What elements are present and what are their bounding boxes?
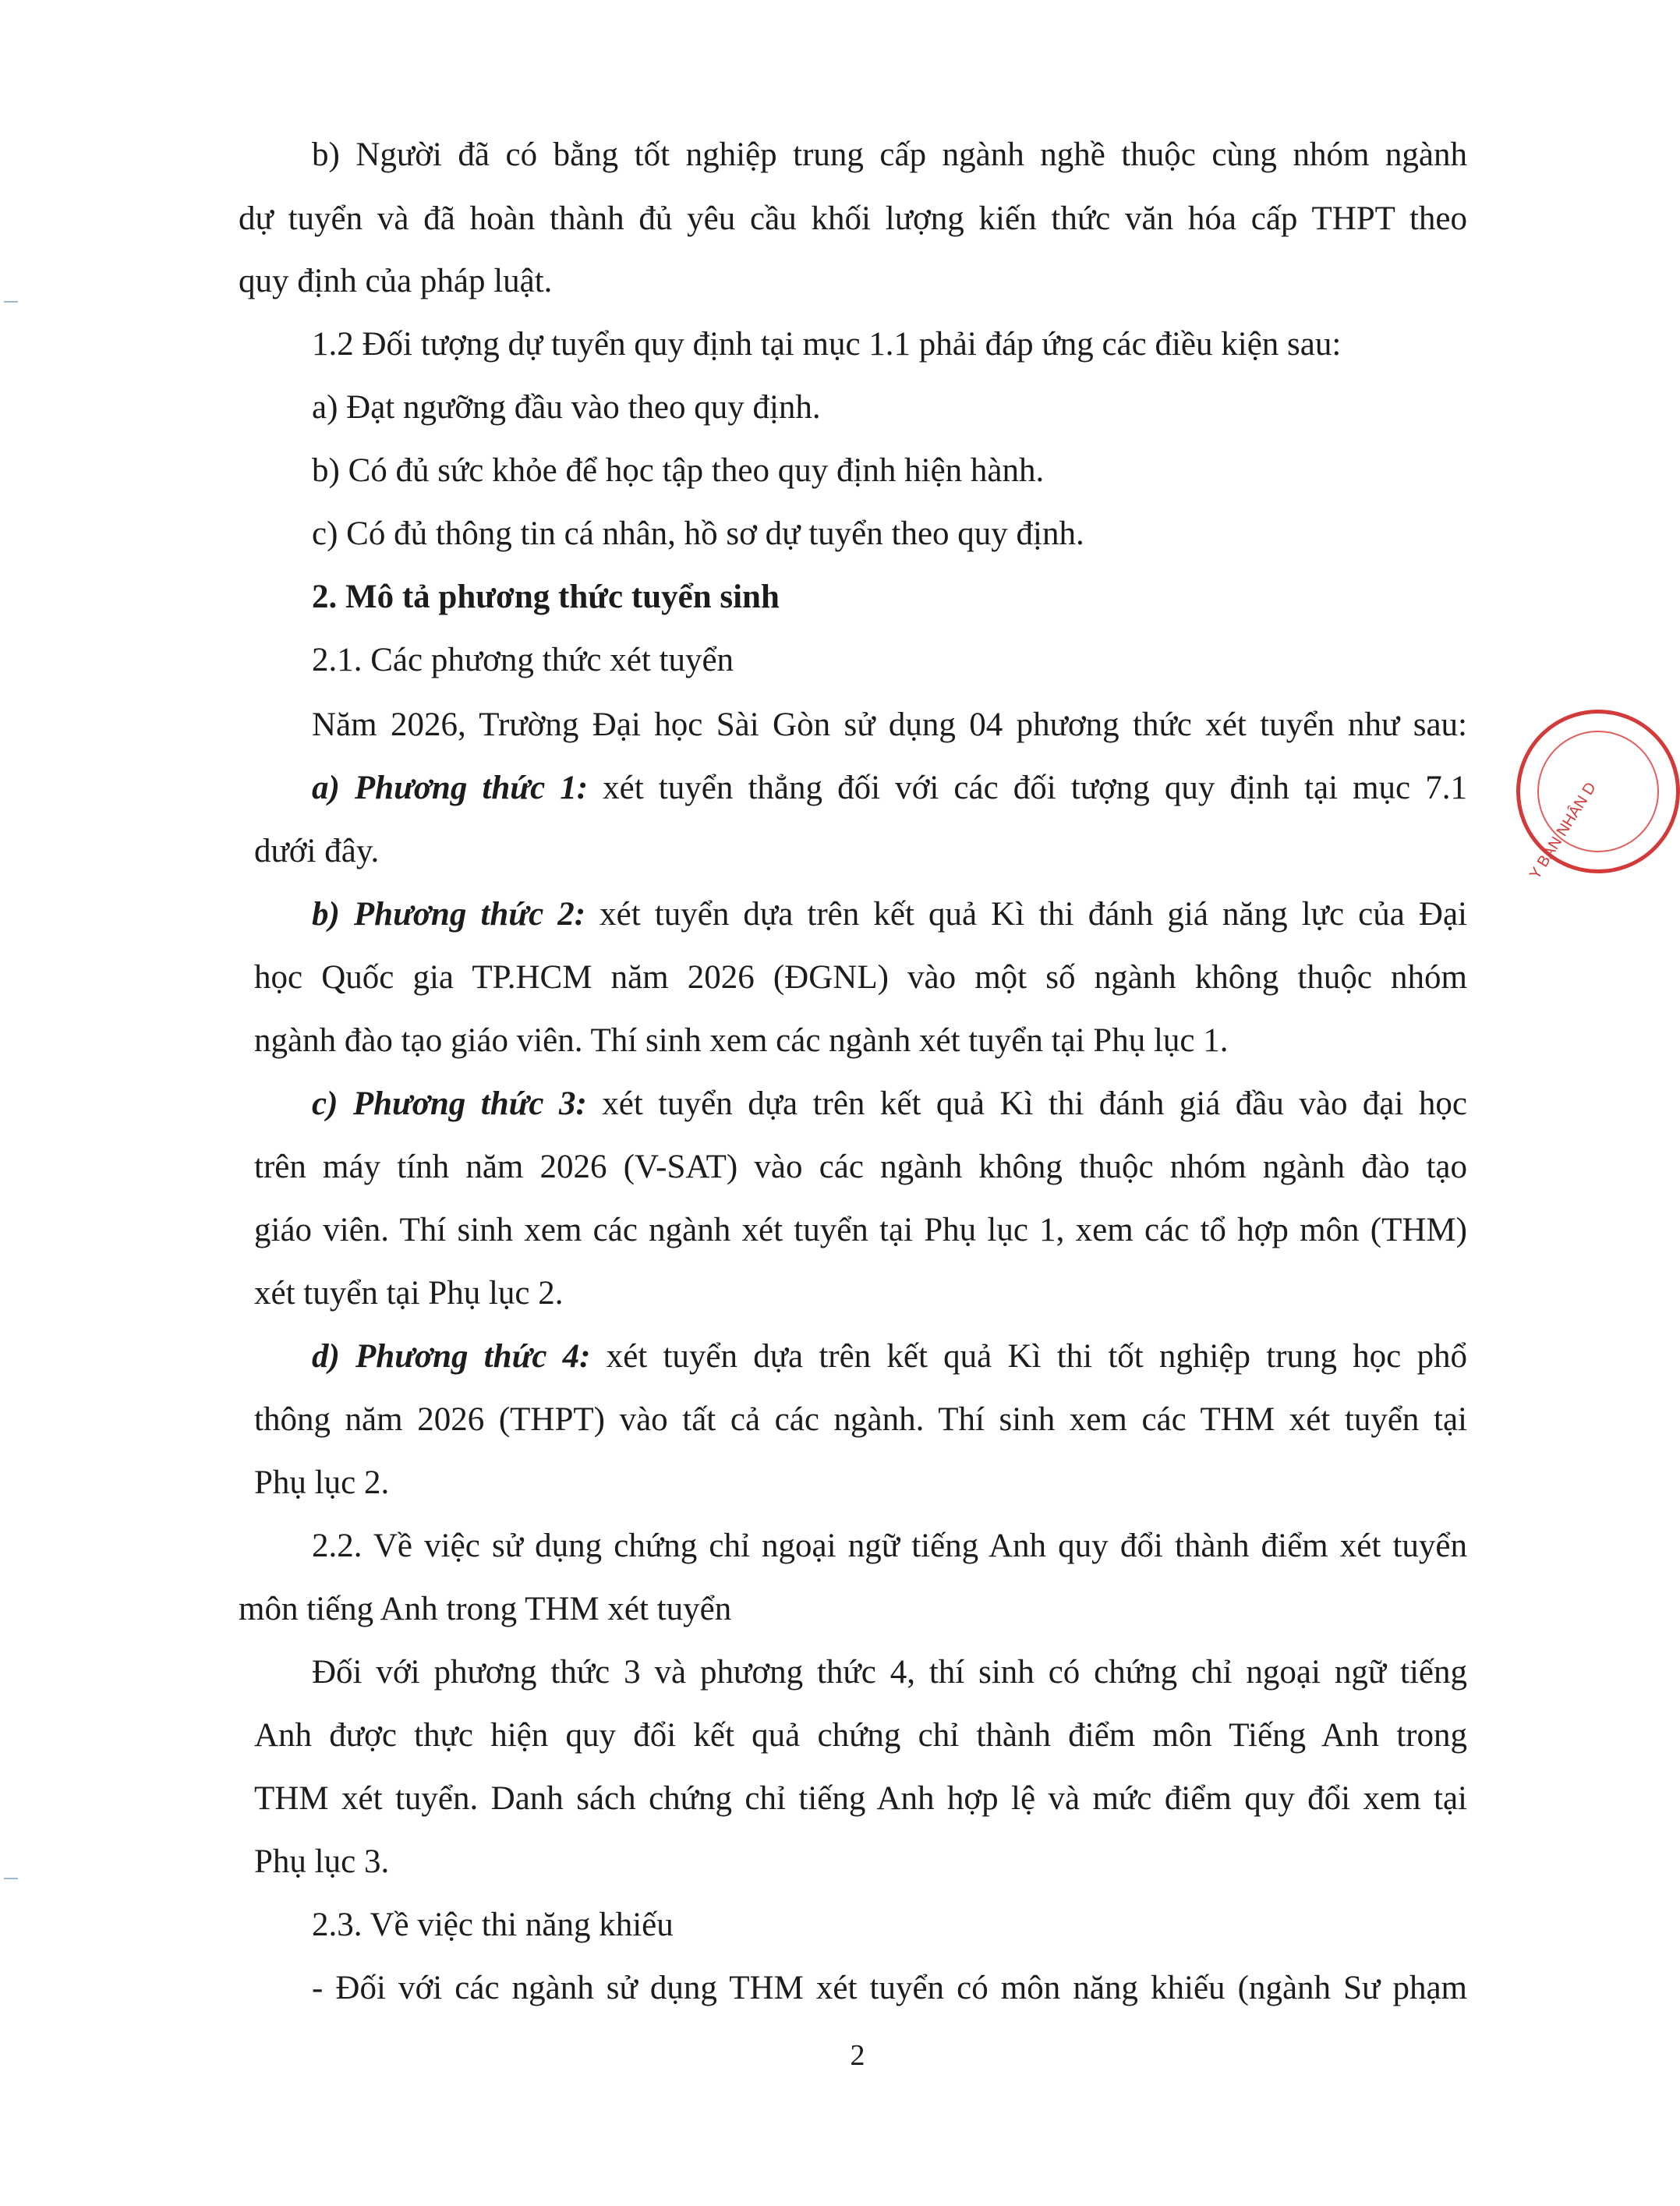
- paragraph-line: [312, 324, 1341, 366]
- method-3-line: [312, 1083, 1467, 1125]
- paragraph-line: [312, 387, 821, 429]
- margin-mark: [4, 301, 18, 303]
- line-text: xét tuyển thẳng đối với các đối tượng quy định tại mục 7.1: [588, 770, 1467, 806]
- paragraph-line: [239, 198, 1467, 240]
- line-text: c) Có đủ thông tin cá nhân, hồ sơ dự tuyển theo quy định.: [312, 515, 1084, 552]
- line-text: b) Có đủ sức khỏe để học tập theo quy định hiện hành.: [312, 452, 1045, 489]
- line-text: Đối với phương thức 3 và phương thức 4, thí sinh có chứng chỉ ngoại ngữ tiếng: [312, 1654, 1467, 1691]
- line-text: trên máy tính năm 2026 (V-SAT) vào các ngành không thuộc nhóm ngành đào tạo: [254, 1149, 1467, 1185]
- line-text: - Đối với các ngành sử dụng THM xét tuyển có môn năng khiếu (ngành Sư phạm: [312, 1970, 1467, 2006]
- line-text: xét tuyển dựa trên kết quả Kì thi đánh giá năng lực của Đại: [585, 896, 1467, 933]
- line-text: xét tuyển dựa trên kết quả Kì thi tốt nghiệp trung học phổ: [590, 1338, 1467, 1375]
- paragraph-line: [254, 1273, 564, 1315]
- paragraph-line: [254, 957, 1467, 999]
- line-text: Phụ lục 3.: [254, 1843, 390, 1880]
- page-number: 2: [850, 2039, 865, 2072]
- line-text: 2.1. Các phương thức xét tuyển: [312, 642, 734, 678]
- method-label: c) Phương thức 3:: [312, 1085, 587, 1122]
- paragraph-line: [254, 1209, 1467, 1252]
- line-text: 1.2 Đối tượng dự tuyển quy định tại mục 1.1 phải đáp ứng các điều kiện sau:: [312, 326, 1342, 363]
- section-heading: [312, 576, 780, 618]
- line-text: giáo viên. Thí sinh xem các ngành xét tuyển tại Phụ lục 1, xem các tổ hợp môn (THM): [254, 1212, 1467, 1248]
- paragraph-line: [254, 1715, 1467, 1757]
- method-label: a) Phương thức 1:: [312, 770, 589, 806]
- paragraph-line: [254, 1399, 1467, 1441]
- line-text: Anh được thực hiện quy đổi kết quả chứng chỉ thành điểm môn Tiếng Anh trong: [254, 1717, 1467, 1754]
- line-text: quy định của pháp luật.: [239, 263, 553, 299]
- paragraph-line: [254, 1020, 1229, 1062]
- line-text: thông năm 2026 (THPT) vào tất cả các ngành. Thí sinh xem các THM xét tuyển tại: [254, 1401, 1467, 1438]
- paragraph-line: [239, 1588, 731, 1631]
- subsection-heading: [312, 1904, 674, 1946]
- heading-text: 2. Mô tả phương thức tuyển sinh: [312, 579, 780, 615]
- paragraph-line: [239, 260, 552, 303]
- line-text: môn tiếng Anh trong THM xét tuyển: [239, 1591, 732, 1627]
- line-text: 2.3. Về việc thi năng khiếu: [312, 1907, 674, 1943]
- line-text: Năm 2026, Trường Đại học Sài Gòn sử dụng 04 phương thức xét tuyển như sau:: [312, 706, 1467, 743]
- paragraph-line: [254, 1778, 1467, 1820]
- paragraph-line: [312, 704, 1467, 746]
- line-text: xét tuyển tại Phụ lục 2.: [254, 1275, 564, 1312]
- method-1-line: [312, 767, 1467, 809]
- line-text: dưới đây.: [254, 833, 380, 869]
- line-text: THM xét tuyển. Danh sách chứng chỉ tiếng Anh hợp lệ và mức điểm quy đổi xem tại: [254, 1780, 1467, 1817]
- paragraph-line: [312, 1967, 1467, 2009]
- paragraph-line: [312, 134, 1467, 176]
- paragraph-line: [312, 1652, 1467, 1694]
- line-text: dự tuyển và đã hoàn thành đủ yêu cầu khối lượng kiến thức văn hóa cấp THPT theo: [239, 200, 1467, 237]
- paragraph-line: [254, 1462, 389, 1504]
- method-4-line: [312, 1336, 1467, 1378]
- method-label: b) Phương thức 2:: [312, 896, 586, 933]
- paragraph-line: [312, 450, 1044, 492]
- method-label: d) Phương thức 4:: [312, 1338, 591, 1375]
- line-text: 2.2. Về việc sử dụng chứng chỉ ngoại ngữ tiếng Anh quy đổi thành điểm xét tuyển: [312, 1528, 1467, 1564]
- subsection-heading: [312, 1525, 1467, 1567]
- line-text: b) Người đã có bằng tốt nghiệp trung cấp ngành nghề thuộc cùng nhóm ngành: [312, 136, 1467, 173]
- line-text: a) Đạt ngưỡng đầu vào theo quy định.: [312, 389, 821, 426]
- line-text: học Quốc gia TP.HCM năm 2026 (ĐGNL) vào một số ngành không thuộc nhóm: [254, 959, 1467, 996]
- line-text: xét tuyển dựa trên kết quả Kì thi đánh giá đầu vào đại học: [586, 1085, 1467, 1122]
- subsection-heading: [312, 639, 734, 682]
- line-text: Phụ lục 2.: [254, 1464, 390, 1501]
- paragraph-line: [254, 1146, 1467, 1188]
- margin-mark: [4, 1878, 18, 1879]
- method-2-line: [312, 894, 1467, 936]
- paragraph-line: [312, 513, 1084, 555]
- seal-text: Y BAN NHÂN D: [1526, 779, 1600, 883]
- paragraph-line: [254, 1841, 389, 1883]
- line-text: ngành đào tạo giáo viên. Thí sinh xem các ngành xét tuyển tại Phụ lục 1.: [254, 1022, 1229, 1059]
- paragraph-line: [254, 830, 379, 873]
